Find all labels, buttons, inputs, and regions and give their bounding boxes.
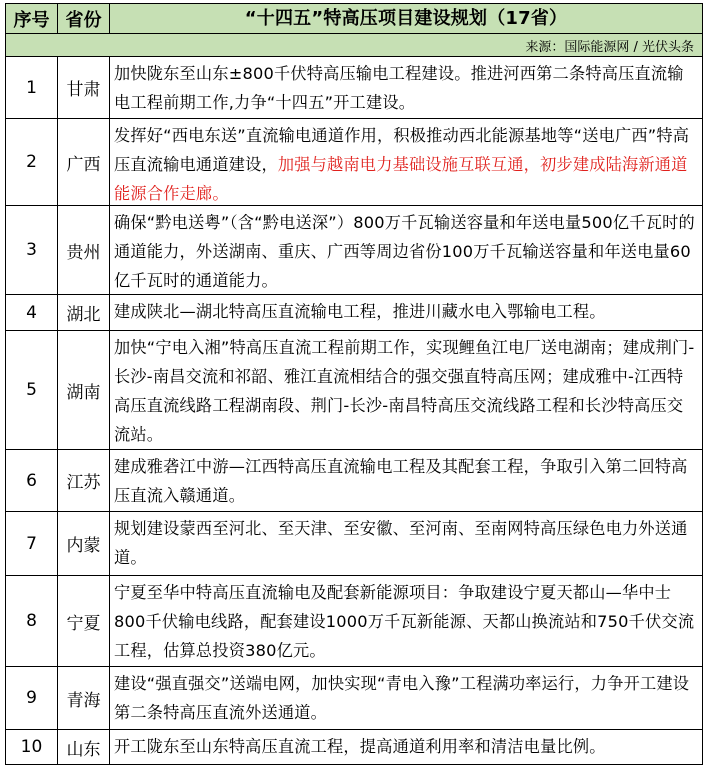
row-index: 10 [6,730,58,764]
header-province: 省份 [58,4,110,33]
table-row [5,667,703,730]
row-province: 甘肃 [58,57,110,118]
header-index: 序号 [6,4,58,33]
row-text-main: 加快“宁电入湘”特高压直流工程前期工作，实现鲤鱼江电厂送电湖南；建成荆门-长沙-南昌交流和祁韶、雅江直流相结合的强交强直特高压网；建成雅中-江西特高压直流线路工程湖南段、荆门-长沙-南昌特高压交流线路工程和长沙特高压交流站。 [114,338,695,444]
table-row [5,450,703,512]
row-text [110,57,702,118]
table-header [5,3,703,34]
row-text-main: 加快陇东至山东±800千伏特高压输电工程建设。推进河西第二条特高压直流输电工程前期工作,力争“十四五”开工建设。 [114,64,684,112]
row-index: 7 [6,512,58,575]
table-row [5,295,703,331]
row-text [110,450,702,511]
row-text-main: 宁夏至华中特高压直流输电及配套新能源项目：争取建设宁夏天都山—华中士800千伏输电线路，配套建设1000万千瓦新能源、天都山换流站和750千伏交流工程，估算总投资380亿元。 [114,583,695,660]
row-province: 青海 [58,667,110,729]
row-text [110,119,702,205]
table-row [5,206,703,295]
row-index: 9 [6,667,58,729]
row-text [110,206,702,294]
row-text-main: 开工陇东至山东特高压直流工程，提高通道利用率和清洁电量比例。 [114,737,606,756]
row-index: 3 [6,206,58,294]
row-text-main: 建成雅砻江中游—江西特高压直流输电工程及其配套工程，争取引入第二回特高压直流入赣通道。 [114,457,688,505]
row-province: 山东 [58,730,110,764]
row-text [110,667,702,729]
row-index: 8 [6,576,58,666]
row-text [110,512,702,575]
source-label: 来源：国际能源网 / 光伏头条 [525,39,694,55]
planning-table [5,3,703,765]
table-title: “十四五”特高压项目建设规划（17省） [244,8,568,29]
row-province: 湖北 [58,295,110,330]
row-index: 6 [6,450,58,511]
table-row [5,730,703,765]
row-index: 2 [6,119,58,205]
row-text-highlight: 加强与越南电力基础设施互联互通，初步建成陆海新通道能源合作走廊。 [114,155,688,203]
row-province: 广西 [58,119,110,205]
row-province: 湖南 [58,331,110,449]
table-row [5,331,703,450]
row-province: 贵州 [58,206,110,294]
table-row [5,512,703,576]
row-index: 5 [6,331,58,449]
table-row [5,57,703,119]
row-index: 4 [6,295,58,330]
row-text-main: 发挥好“西电东送”直流输电通道作用，积极推动西北能源基地等“送电广西”特高压直流输电通道建设， [114,126,690,174]
source-row [5,34,703,57]
row-index: 1 [6,57,58,118]
row-text [110,295,702,330]
row-province: 宁夏 [58,576,110,666]
row-province: 江苏 [58,450,110,511]
row-province: 内蒙 [58,512,110,575]
table-row [5,119,703,206]
table-row [5,576,703,667]
row-text [110,730,702,764]
row-text-main: 建成陕北—湖北特高压直流输电工程，推进川藏水电入鄂输电工程。 [114,302,606,321]
row-text-main: 建设“强直强交”送端电网，加快实现“青电入豫”工程满功率运行，力争开工建设第二条特高压直流外送通道。 [114,674,690,722]
row-text [110,331,702,449]
row-text-main: 确保“黔电送粤”（含“黔电送深”）800万千瓦输送容量和年送电量500亿千瓦时的通道能力，外送湖南、重庆、广西等周边省份100万千瓦输送容量和年送电量60亿千瓦时的通道能力。 [114,213,695,290]
row-text [110,576,702,666]
row-text-main: 规划建设蒙西至河北、至天津、至安徽、至河南、至南网特高压绿色电力外送通道。 [114,519,688,567]
